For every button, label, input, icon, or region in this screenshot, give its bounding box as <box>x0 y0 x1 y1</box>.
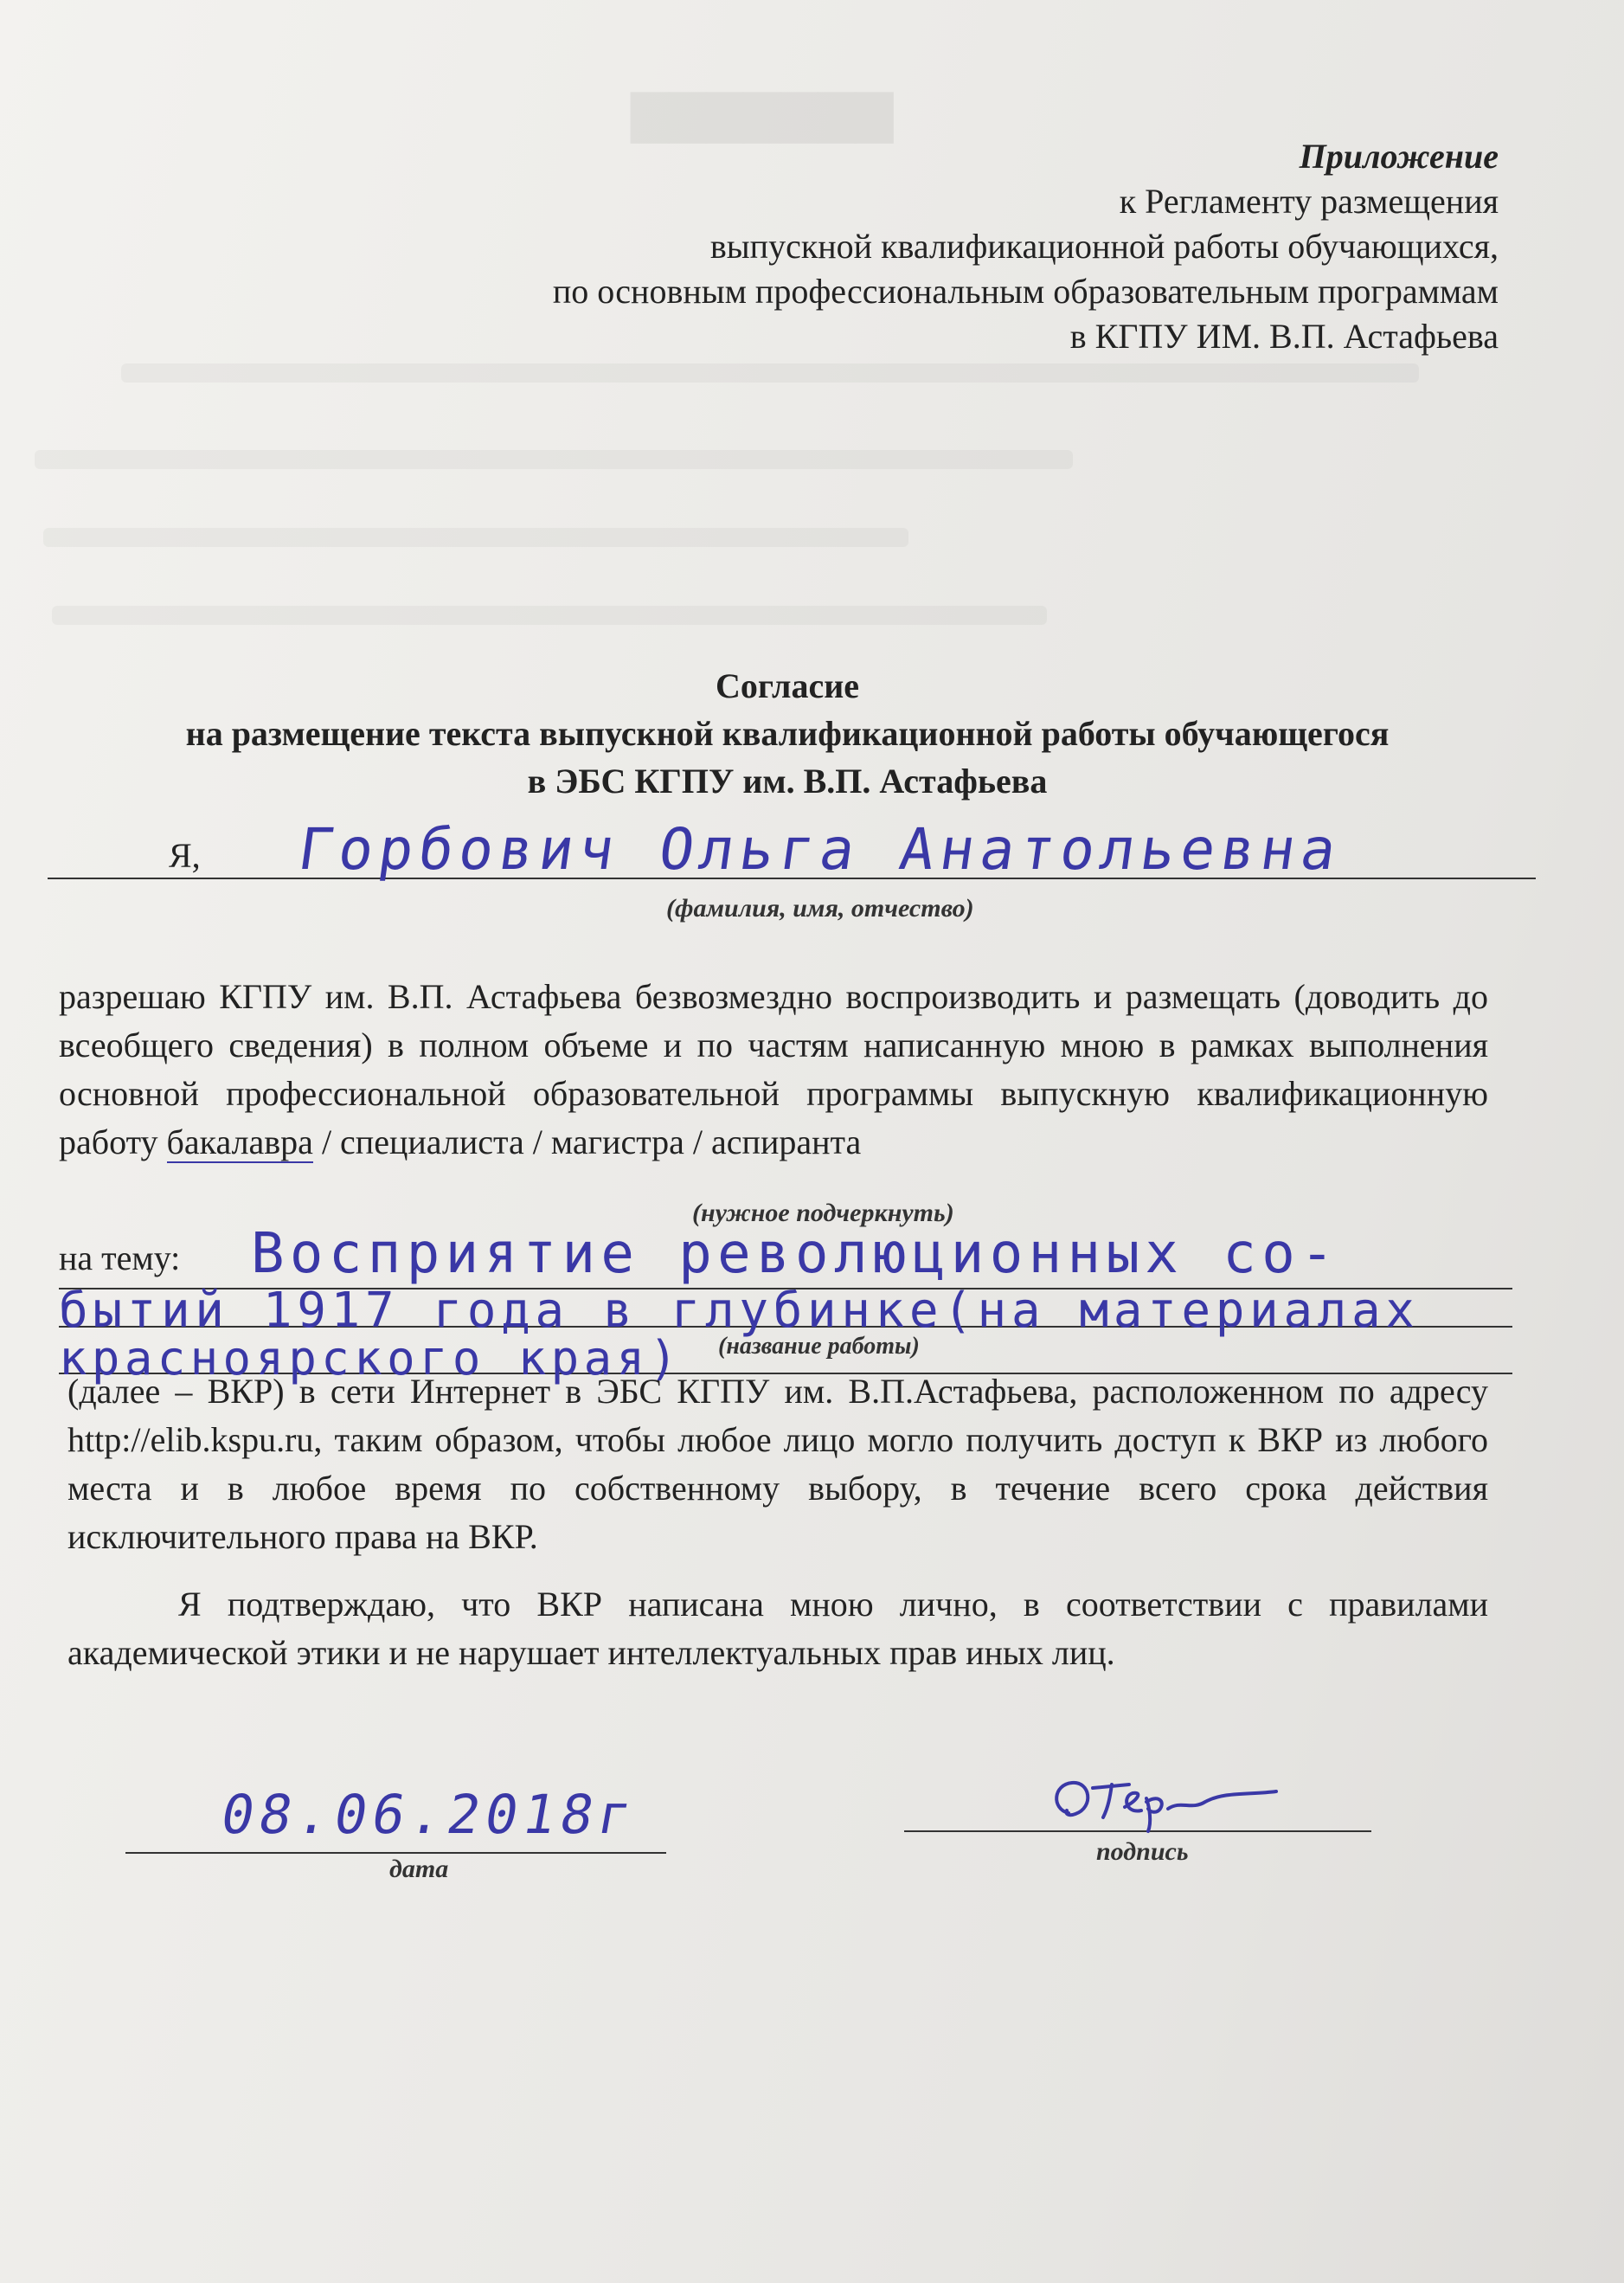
show-through-line <box>43 528 908 547</box>
consent-title: Согласие <box>715 666 859 705</box>
name-handwritten-value: Горбович Ольга Анатольевна <box>294 816 1346 883</box>
header-line: выпускной квалификационной работы обучающихся, <box>709 227 1499 266</box>
signature-caption: подпись <box>1096 1837 1189 1866</box>
date-underline <box>125 1852 666 1854</box>
show-through-line <box>121 363 1419 383</box>
show-through-line <box>52 606 1047 625</box>
topic-handwritten-line: Восприятие революционных со- <box>251 1222 1340 1286</box>
topic-handwritten-line: красноярского края) <box>59 1331 683 1386</box>
date-field <box>125 1783 666 1883</box>
show-through-line <box>35 450 1073 469</box>
permission-paragraph <box>59 973 1488 1167</box>
confirmation-paragraph: Я подтверждаю, что ВКР написана мною лично, в соответствии с правилами академической этики и не нарушает интеллектуальных прав иных лиц. <box>67 1585 1488 1672</box>
header-line: по основным профессиональным образовательным программам <box>552 272 1499 311</box>
consent-subtitle: на размещение текста выпускной квалификационной работы обучающегося <box>185 714 1390 753</box>
permission-text: разрешаю КГПУ им. В.П. Астафьева безвозмездно воспроизводить и размещать (доводить до всеобщего сведения) в полном объеме и по частям написанную мною в рамках выполнения основной профессиональной образовательной программы выпускную квалификационную работу <box>59 977 1488 1161</box>
show-through-text: ▇▇▇▇▇▇▇ <box>632 88 893 142</box>
document-header <box>553 134 1499 359</box>
name-prefix: Я, <box>169 836 201 875</box>
topic-caption: (название работы) <box>718 1333 920 1360</box>
signature-field <box>904 1765 1371 1878</box>
date-handwritten-value: 08.06.2018г <box>216 1783 642 1846</box>
underline-caption: (нужное подчеркнуть) <box>692 1199 954 1227</box>
degree-bachelor-underlined: бакалавра <box>166 1122 313 1161</box>
handwritten-signature <box>1043 1765 1302 1835</box>
topic-label: на тему: <box>59 1238 181 1277</box>
name-field <box>48 816 1536 890</box>
topic-handwritten-line: бытий 1917 года в глубинке(на материалах <box>59 1283 1420 1339</box>
degree-options: / специалиста / магистра / аспиранта <box>321 1122 862 1161</box>
name-caption: (фамилия, имя, отчество) <box>666 894 974 923</box>
appendix-title: Приложение <box>1299 137 1499 176</box>
consent-subtitle: в ЭБС КГПУ им. В.П. Астафьева <box>527 762 1048 801</box>
header-line: к Регламенту размещения <box>1119 182 1499 221</box>
header-line: в КГПУ ИМ. В.П. Астафьева <box>1069 317 1499 356</box>
access-paragraph: (далее – ВКР) в сети Интернет в ЭБС КГПУ им. В.П.Астафьева, расположенном по адресу http://elib.kspu.ru, таким образом, чтобы любое лицо могло получить доступ к ВКР из любого места и в любое время по собственному выбору, в течение всего срока действия исключительного права на ВКР. <box>67 1372 1488 1556</box>
date-caption: дата <box>389 1855 449 1883</box>
consent-heading <box>69 662 1505 805</box>
